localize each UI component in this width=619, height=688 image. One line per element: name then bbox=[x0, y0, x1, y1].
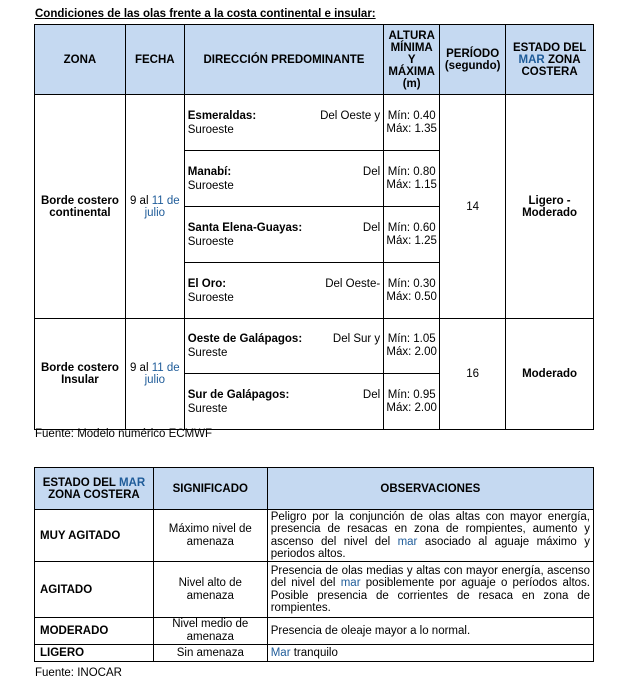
header-periodo: PERÍODO (segundo) bbox=[440, 25, 506, 95]
place-label: Esmeraldas: bbox=[187, 109, 257, 122]
significado-cell: Máximo nivel de amenaza bbox=[153, 510, 267, 562]
header-fecha: FECHA bbox=[125, 25, 184, 95]
observaciones-cell bbox=[267, 510, 593, 562]
direction-cell bbox=[184, 319, 383, 374]
direction-cell bbox=[184, 374, 383, 430]
height-max: Máx: 2.00 bbox=[386, 401, 437, 414]
header-altura: ALTURA MÍNIMA Y MÁXIMA (m) bbox=[384, 25, 440, 95]
estado-cell: MODERADO bbox=[35, 618, 154, 645]
height-min: Mín: 0.60 bbox=[387, 221, 436, 234]
header-significado: SIGNIFICADO bbox=[153, 468, 267, 510]
place-label: Oeste de Galápagos: bbox=[187, 333, 303, 345]
header-estado-pre: ESTADO DEL bbox=[42, 476, 116, 489]
waves-table bbox=[34, 24, 594, 430]
source-note: Fuente: Modelo numérico ECMWF bbox=[35, 428, 213, 440]
direction-a: Del Oeste y bbox=[320, 109, 381, 122]
obs-text-pre: Presencia de olas medias y altas con mayor energía, ascenso del nivel del bbox=[270, 564, 590, 589]
direction-cell bbox=[184, 95, 383, 151]
height-max: Máx: 0.50 bbox=[386, 290, 437, 303]
height-max: Máx: 1.15 bbox=[386, 178, 437, 191]
direction-b: Sureste bbox=[187, 402, 228, 415]
header-estado bbox=[35, 468, 154, 510]
fecha-cell bbox=[125, 95, 184, 319]
periodo-cell: 14 bbox=[440, 95, 506, 319]
obs-text-post: posiblemente por aguaje o períodos altos. Posible presencia de corrientes de resaca en zona de rompientes. bbox=[270, 577, 591, 614]
height-max: Máx: 2.00 bbox=[386, 346, 437, 358]
table-row bbox=[35, 618, 594, 645]
observaciones-cell bbox=[267, 645, 593, 662]
obs-text-post: asociado al aguaje máximo y periodos altos. bbox=[270, 535, 590, 560]
periodo-cell: 16 bbox=[440, 319, 506, 430]
height-cell bbox=[384, 374, 440, 430]
fecha-cell bbox=[125, 319, 184, 430]
height-cell bbox=[384, 319, 440, 374]
obs-text-post: tranquilo bbox=[293, 646, 338, 659]
height-cell bbox=[384, 151, 440, 207]
height-min: Mín: 0.95 bbox=[387, 388, 436, 401]
direction-cell bbox=[184, 151, 383, 207]
significado-cell: Nivel alto de amenaza bbox=[153, 562, 267, 618]
significado-cell: Sin amenaza bbox=[153, 645, 267, 662]
height-min: Mín: 0.30 bbox=[387, 277, 436, 290]
table-row bbox=[35, 319, 594, 374]
zona-cell: Borde costero continental bbox=[35, 95, 126, 319]
estado-cell: Moderado bbox=[506, 319, 594, 430]
observaciones-cell bbox=[267, 618, 593, 645]
header-estado-mar: MAR bbox=[518, 53, 545, 66]
direction-a: Del bbox=[362, 388, 381, 401]
direction-a: Del Oeste- bbox=[325, 277, 381, 290]
document-title: Condiciones de las olas frente a la costa continental e insular: bbox=[35, 8, 376, 20]
sea-state-table bbox=[34, 467, 594, 662]
header-observaciones: OBSERVACIONES bbox=[267, 468, 593, 510]
obs-text-pre: Presencia de oleaje mayor a lo normal. bbox=[270, 624, 471, 637]
height-min: Mín: 0.40 bbox=[387, 109, 436, 122]
fecha-pre: 9 al bbox=[129, 194, 149, 207]
height-cell bbox=[384, 95, 440, 151]
obs-text-pre: Peligro por la conjunción de olas altas con mayor energía, presencia de resacas en zona de rompientes, aumento y ascenso del nivel del bbox=[270, 510, 590, 548]
zona-cell: Borde costero Insular bbox=[35, 319, 126, 430]
header-estado-mar: MAR bbox=[118, 476, 146, 489]
fecha-date: 11 de julio bbox=[144, 194, 180, 219]
direction-b: Suroeste bbox=[187, 291, 234, 304]
estado-cell: Ligero - Moderado bbox=[506, 95, 594, 319]
place-label: Sur de Galápagos: bbox=[187, 388, 290, 401]
place-label: Santa Elena-Guayas: bbox=[187, 221, 303, 234]
table-row bbox=[35, 645, 594, 662]
direction-b: Suroeste bbox=[187, 123, 234, 136]
obs-text-mar: mar bbox=[340, 577, 361, 589]
height-min: Mín: 1.05 bbox=[387, 333, 436, 345]
fecha-pre: 9 al bbox=[129, 362, 149, 374]
height-max: Máx: 1.35 bbox=[386, 122, 437, 135]
estado-cell: MUY AGITADO bbox=[35, 510, 154, 562]
observaciones-cell bbox=[267, 562, 593, 618]
estado-cell: LIGERO bbox=[35, 645, 154, 662]
direction-a: Del bbox=[362, 221, 381, 234]
fecha-date: 11 de julio bbox=[144, 362, 180, 386]
obs-text-mar: mar bbox=[397, 535, 418, 548]
direction-a: Del bbox=[362, 165, 381, 178]
place-label: El Oro: bbox=[187, 277, 227, 290]
place-label: Manabí: bbox=[187, 165, 232, 178]
obs-text-mar: Mar bbox=[270, 646, 291, 659]
table-row bbox=[35, 510, 594, 562]
direction-b: Suroeste bbox=[187, 235, 234, 248]
height-cell bbox=[384, 263, 440, 319]
table-row bbox=[35, 95, 594, 151]
direction-b: Suroeste bbox=[187, 179, 234, 192]
direction-b: Sureste bbox=[187, 347, 228, 359]
height-cell bbox=[384, 207, 440, 263]
significado-cell: Nivel medio de amenaza bbox=[153, 618, 267, 645]
table-row bbox=[35, 562, 594, 618]
header-estado-post: ZONA COSTERA bbox=[48, 488, 140, 501]
header-direccion: DIRECCIÓN PREDOMINANTE bbox=[184, 25, 383, 95]
header-estado bbox=[506, 25, 594, 95]
header-estado-post: ZONA COSTERA bbox=[521, 53, 581, 78]
height-min: Mín: 0.80 bbox=[387, 165, 436, 178]
header-estado-pre: ESTADO DEL bbox=[513, 41, 587, 54]
direction-a: Del Sur y bbox=[332, 333, 381, 345]
source-note: Fuente: INOCAR bbox=[35, 667, 122, 679]
header-zona: ZONA bbox=[35, 25, 126, 95]
direction-cell bbox=[184, 207, 383, 263]
estado-cell: AGITADO bbox=[35, 562, 154, 618]
height-max: Máx: 1.25 bbox=[386, 234, 437, 247]
direction-cell bbox=[184, 263, 383, 319]
